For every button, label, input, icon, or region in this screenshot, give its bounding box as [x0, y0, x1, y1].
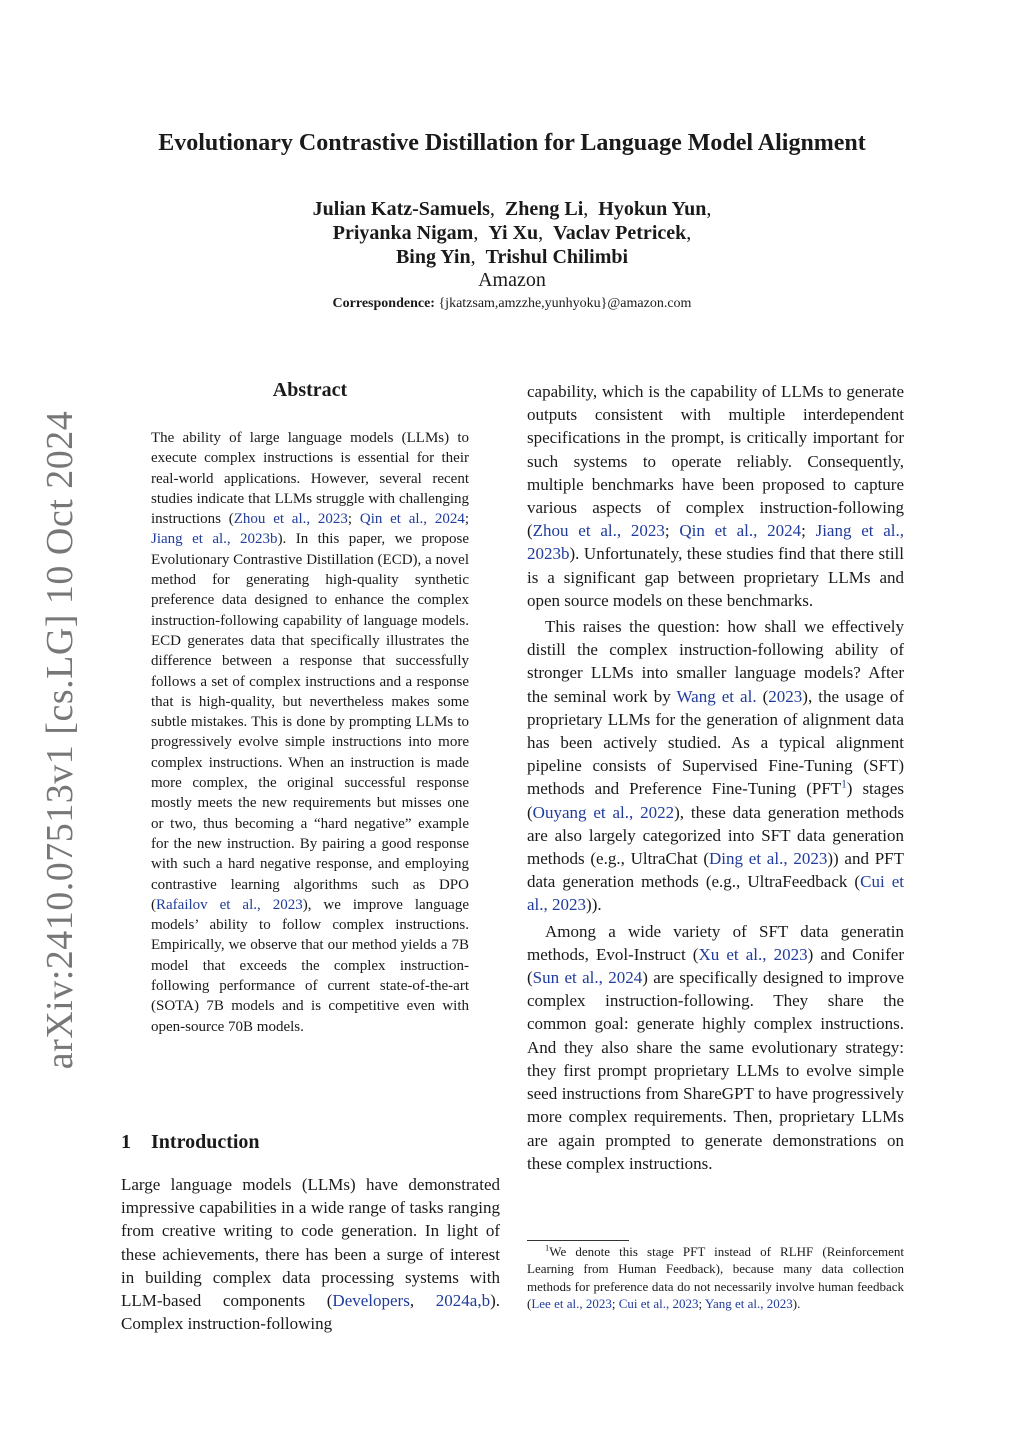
footnote-mark: 1 — [545, 1242, 550, 1253]
paragraph: This raises the question: how shall we effectively distill the complex instruction-following ability of stronger LLMs into smaller language models? After the seminal work by Wang et al. (2023), the usage of proprietary LLMs for the generation of alignment data has been actively studied. As a typical alignment pipeline consists of Supervised Fine-Tuning (SFT) methods and Preference Fine-Tuning (PFT$^1$) stages (Ouyang et al., 2022), these data generation methods are also largely categorized into SFT data generation methods (e.g., UltraChat (Ding et al., 2023)) and PFT data generation methods (e.g., UltraFeedback (Cui et al., 2023)). — [527, 617, 905, 915]
intro-paragraph: Large language models (LLMs) have demonstrated impressive capabilities in a wide range of tasks ranging from creative writing to code generation. In light of these achievements, there has been a surge of interest in building complex data processing systems with LLM-based components (Developers, 2024a,b). Complex instruction-following — [121, 1175, 500, 1334]
right-column — [527, 380, 904, 1175]
section-heading: 1 Introduction — [121, 1131, 260, 1153]
citation-link[interactable]: Zhou et al., 2023 — [233, 511, 348, 528]
correspondence-emails: {jkatzsam,amzzhe,yunhyoku}@amazon.com — [438, 296, 692, 311]
abstract-heading: Abstract — [272, 379, 348, 401]
citation-link[interactable]: Cui et al., 2023 — [618, 1295, 699, 1311]
citation-link[interactable]: Rafailov et al., 2023 — [156, 896, 303, 913]
citation-link[interactable]: Zhou et al., 2023 — [532, 521, 665, 541]
author: Zheng Li — [504, 198, 584, 220]
author-line-3: Bing Yin, Trishul Chilimbi — [395, 246, 629, 268]
author: Julian Katz-Samuels — [312, 198, 490, 220]
author-list — [0, 197, 1024, 269]
citation-link[interactable]: Qin et al., 2024 — [359, 511, 465, 528]
citation-link[interactable]: Xu et al., 2023 — [698, 944, 808, 964]
citation-link[interactable]: Jiang et al., 2023b — [151, 531, 278, 548]
paragraph: capability, which is the capability of LLMs to generate outputs consistent with multiple interdependent specifications in the prompt, is critically important for such systems to operate reliably. Consequently, multiple benchmarks have been proposed to capture various aspects of complex instruction-following (Zhou et al., 2023; Qin et al., 2024; Jiang et al., 2023b). Unfortunately, these studies find that there still is a significant gap between proprietary LLMs and open source models on these benchmarks. — [527, 382, 905, 610]
citation-link[interactable]: Wang et al. — [676, 686, 757, 706]
affiliation: Amazon — [478, 269, 546, 291]
author: Trishul Chilimbi — [485, 246, 629, 268]
footnote-marker[interactable]: 1 — [841, 778, 847, 791]
paragraph: Among a wide variety of SFT data generatin methods, Evol-Instruct (Xu et al., 2023) and Conifer (Sun et al., 2024) are specifically designed to improve complex instruction-following. They share the common goal: generate highly complex instructions. And they also share the same evolutionary strategy: they first prompt proprietary LLMs to evolve simple seed instructions from ShareGPT to have progressively more complex requirements. Then, proprietary LLMs are again prompted to generate demonstrations on these complex instructions. — [527, 921, 904, 1173]
citation-link[interactable]: Ouyang et al., 2022 — [532, 802, 675, 822]
author-line-1: Julian Katz-Samuels, Zheng Li, Hyokun Yun, — [312, 198, 712, 220]
citation-link[interactable]: 2024a,b — [435, 1291, 491, 1311]
footnote: $^1$We denote this stage PFT instead of RLHF (Reinforcement Learning from Human Feedback), because many data collection methods for preference data do not necessarily involve human feedback (Lee et al., 2023; Cui et al., 2023; Yang et al., 2023). — [527, 1242, 904, 1311]
abstract-body: The ability of large language models (LLMs) to execute complex instructions is essential for their real-world applications. However, several recent studies indicate that LLMs struggle with challenging instructions (Zhou et al., 2023; Qin et al., 2024; Jiang et al., 2023b). In this paper, we propose Evolutionary Contrastive Distillation (ECD), a novel method for generating high-quality synthetic preference data designed to enhance the complex instruction-following capability of language models. ECD generates data that specifically illustrates the difference between a response that successfully follows a set of complex instructions and a response that is high-quality, but nevertheless makes some subtle mistakes. This is done by prompting LLMs to progressively evolve simple instructions into more complex instructions. When an instruction is made more complex, the original successful response mostly meets the new requirements but misses one or two, thus becoming a “hard negative” example for the new instruction. By pairing a good response with such a hard negative response, and employing contrastive learning algorithms such as DPO (Rafailov et al., 2023), we improve language models’ ability to follow complex instructions. Empirically, we observe that our method yields a 7B model that exceeds the complex instruction-following performance of current state-of-the-art (SOTA) 7B models and is competitive even with open-source 70B models. — [151, 430, 469, 1035]
citation-link[interactable]: Qin et al., 2024 — [679, 521, 802, 541]
citation-link[interactable]: Lee et al., 2023 — [531, 1295, 612, 1311]
footnote-rule — [527, 1240, 629, 1241]
author: Yi Xu — [488, 222, 539, 244]
citation-link[interactable]: Yang et al., 2023 — [704, 1295, 793, 1311]
correspondence-label: Correspondence: — [332, 296, 435, 311]
paper-title: Evolutionary Contrastive Distillation for Language Model Alignment — [158, 130, 866, 156]
author: Bing Yin — [395, 246, 471, 268]
author: Priyanka Nigam — [332, 222, 474, 244]
citation-link[interactable]: 2023 — [768, 686, 803, 706]
citation-link[interactable]: Jiang et al., 2023b — [527, 521, 905, 564]
citation-link[interactable]: Cui et al., 2023 — [527, 872, 904, 915]
author: Vaclav Petricek — [553, 222, 687, 244]
citation-link[interactable]: Sun et al., 2024 — [532, 968, 643, 988]
author-line-2: Priyanka Nigam, Yi Xu, Vaclav Petricek, — [332, 222, 692, 244]
citation-link[interactable]: Developers — [332, 1291, 410, 1311]
author: Hyokun Yun — [598, 198, 707, 220]
correspondence — [0, 296, 1024, 312]
citation-link[interactable]: Ding et al., 2023 — [709, 849, 828, 869]
